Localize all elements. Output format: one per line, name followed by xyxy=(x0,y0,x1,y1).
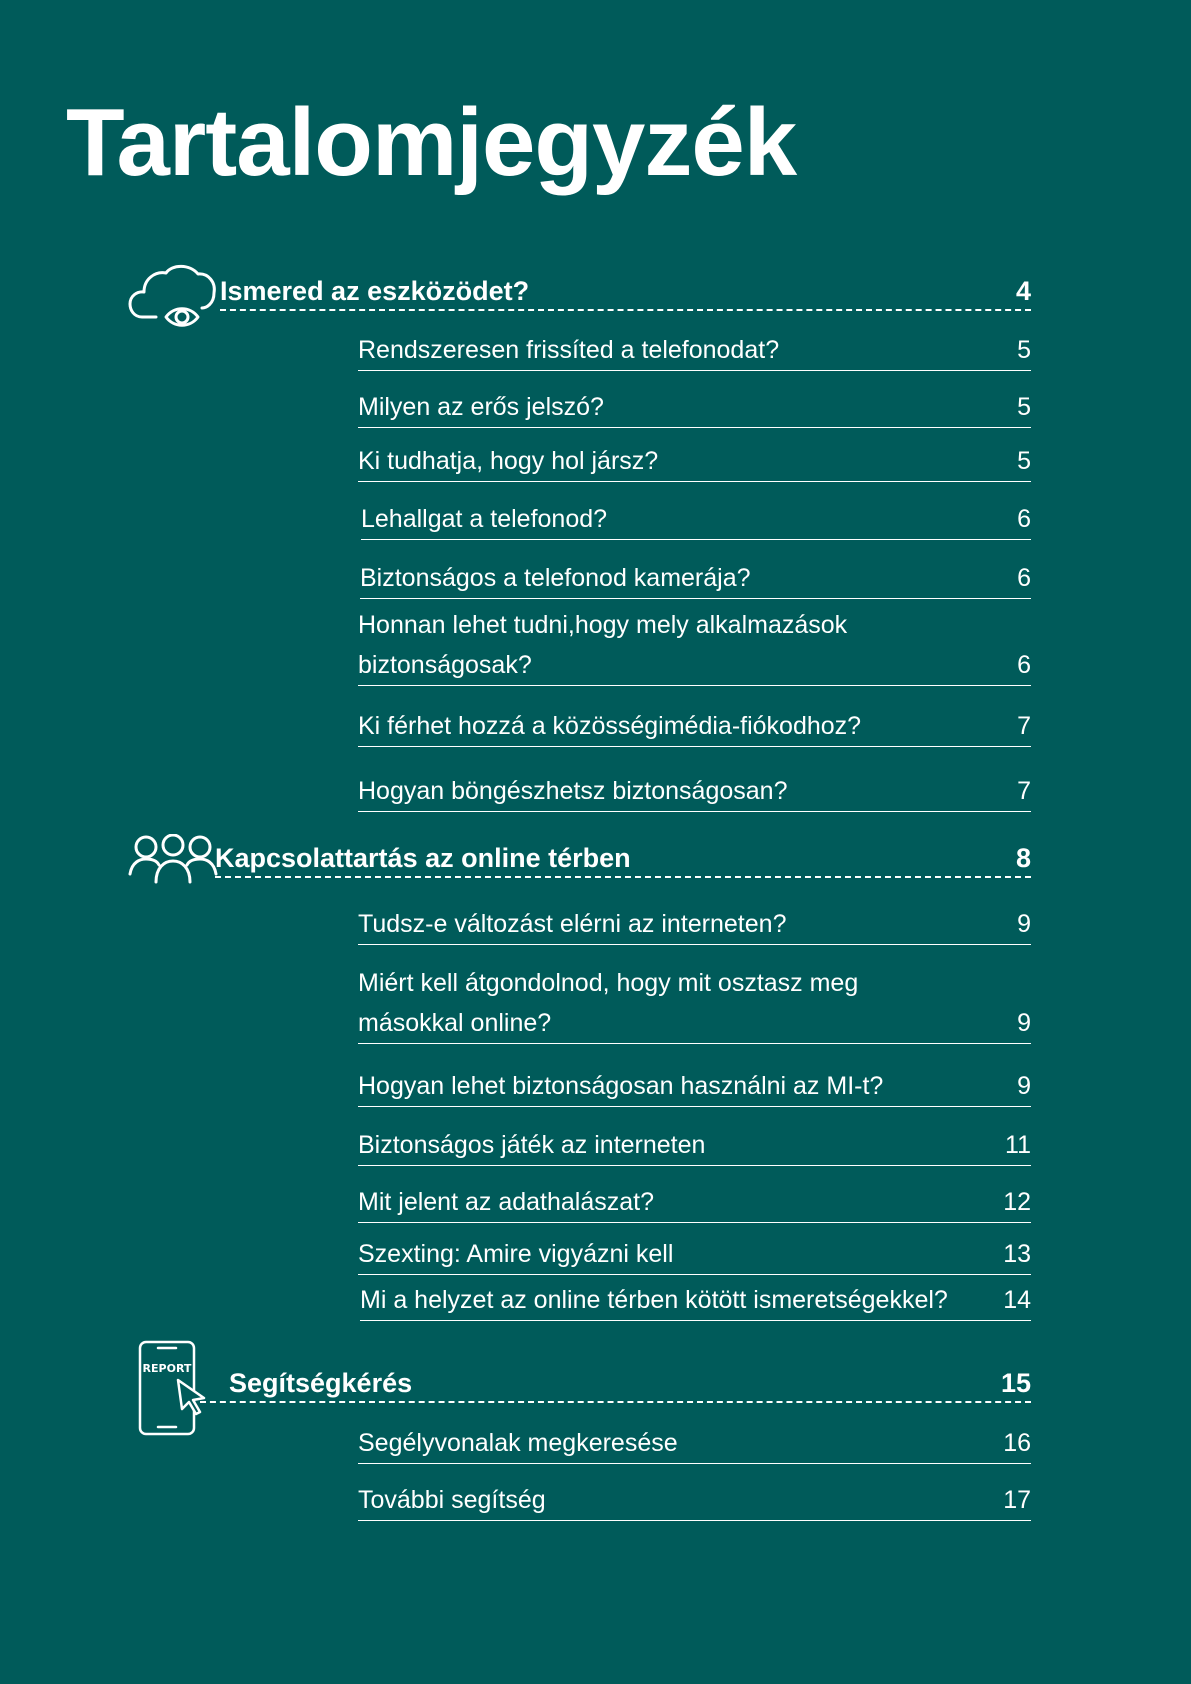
toc-entry[interactable] xyxy=(358,963,1031,1044)
toc-entry[interactable] xyxy=(358,387,1031,428)
page-number: 9 xyxy=(1017,1009,1031,1037)
entry-title: Biztonságos játék az interneten xyxy=(358,1131,706,1159)
page-number: 5 xyxy=(1017,336,1031,364)
entry-title: Segélyvonalak megkeresése xyxy=(358,1429,678,1457)
toc-entry[interactable] xyxy=(360,558,1031,599)
toc-entry[interactable] xyxy=(358,1234,1031,1275)
toc-entry[interactable] xyxy=(358,706,1031,747)
toc-entry[interactable] xyxy=(358,605,1031,686)
entry-title: Miért kell átgondolnod, hogy mit osztasz meg másokkal online? xyxy=(358,969,859,1037)
toc-entry[interactable] xyxy=(358,330,1031,371)
page-number: 15 xyxy=(1000,1368,1031,1398)
page-number: 12 xyxy=(1003,1188,1031,1216)
toc-section-heading[interactable] xyxy=(220,276,1031,311)
toc-entry[interactable] xyxy=(358,1125,1031,1166)
page-number: 6 xyxy=(1017,651,1031,679)
entry-title: Szexting: Amire vigyázni kell xyxy=(358,1240,674,1268)
page-number: 7 xyxy=(1017,712,1031,740)
page-title: Tartalomjegyzék xyxy=(66,89,797,196)
entry-title: Lehallgat a telefonod? xyxy=(361,505,608,533)
entry-title: Biztonságos a telefonod kamerája? xyxy=(360,564,751,592)
section-title: Ismered az eszközödet? xyxy=(220,276,530,306)
toc-section-heading[interactable] xyxy=(200,1368,1031,1403)
toc-entry[interactable] xyxy=(358,904,1031,945)
page-number: 4 xyxy=(1015,276,1031,306)
entry-title: Milyen az erős jelszó? xyxy=(358,393,604,421)
page-number: 6 xyxy=(1017,564,1031,592)
toc-entry[interactable] xyxy=(358,441,1031,482)
entry-title: Honnan lehet tudni,hogy mely alkalmazások biztonságosak? xyxy=(358,611,848,679)
page-number: 11 xyxy=(1005,1131,1031,1159)
toc-entry[interactable] xyxy=(360,1280,1031,1321)
entry-title: Hogyan böngészhetsz biztonságosan? xyxy=(358,777,788,805)
page-number: 9 xyxy=(1017,1072,1031,1100)
section-title: Kapcsolattartás az online térben xyxy=(215,843,631,873)
toc-entry[interactable] xyxy=(358,1423,1031,1464)
entry-title: Hogyan lehet biztonságosan használni az MI-t? xyxy=(358,1072,884,1100)
entry-title: Tudsz-e változást elérni az interneten? xyxy=(358,910,787,938)
cloud-eye-icon xyxy=(128,262,218,338)
page-number: 6 xyxy=(1017,505,1031,533)
page-number: 14 xyxy=(1003,1286,1031,1314)
entry-title: Ki tudhatja, hogy hol jársz? xyxy=(358,447,659,475)
page-number: 17 xyxy=(1003,1486,1031,1514)
people-group-icon xyxy=(128,834,218,884)
page-number: 8 xyxy=(1015,843,1031,873)
page-number: 9 xyxy=(1017,910,1031,938)
toc-entry[interactable] xyxy=(358,1182,1031,1223)
page-number: 7 xyxy=(1017,777,1031,805)
entry-title: További segítség xyxy=(358,1486,546,1514)
page-number: 5 xyxy=(1017,447,1031,475)
page-number: 5 xyxy=(1017,393,1031,421)
entry-title: Ki férhet hozzá a közösségimédia-fiókodhoz? xyxy=(358,712,862,740)
page-number: 13 xyxy=(1003,1240,1031,1268)
entry-title: Rendszeresen frissíted a telefonodat? xyxy=(358,336,780,364)
section-title: Segítségkérés xyxy=(229,1368,413,1398)
entry-title: Mi a helyzet az online térben kötött ismeretségekkel? xyxy=(360,1286,948,1314)
toc-section-heading[interactable] xyxy=(215,843,1031,878)
toc-entry[interactable] xyxy=(358,1066,1031,1107)
entry-title: Mit jelent az adathalászat? xyxy=(358,1188,655,1216)
toc-entry[interactable] xyxy=(358,1480,1031,1521)
toc-entry[interactable] xyxy=(361,499,1031,540)
page-number: 16 xyxy=(1003,1429,1031,1457)
toc-entry[interactable] xyxy=(358,771,1031,812)
svg-text:REPORT: REPORT xyxy=(142,1362,192,1375)
